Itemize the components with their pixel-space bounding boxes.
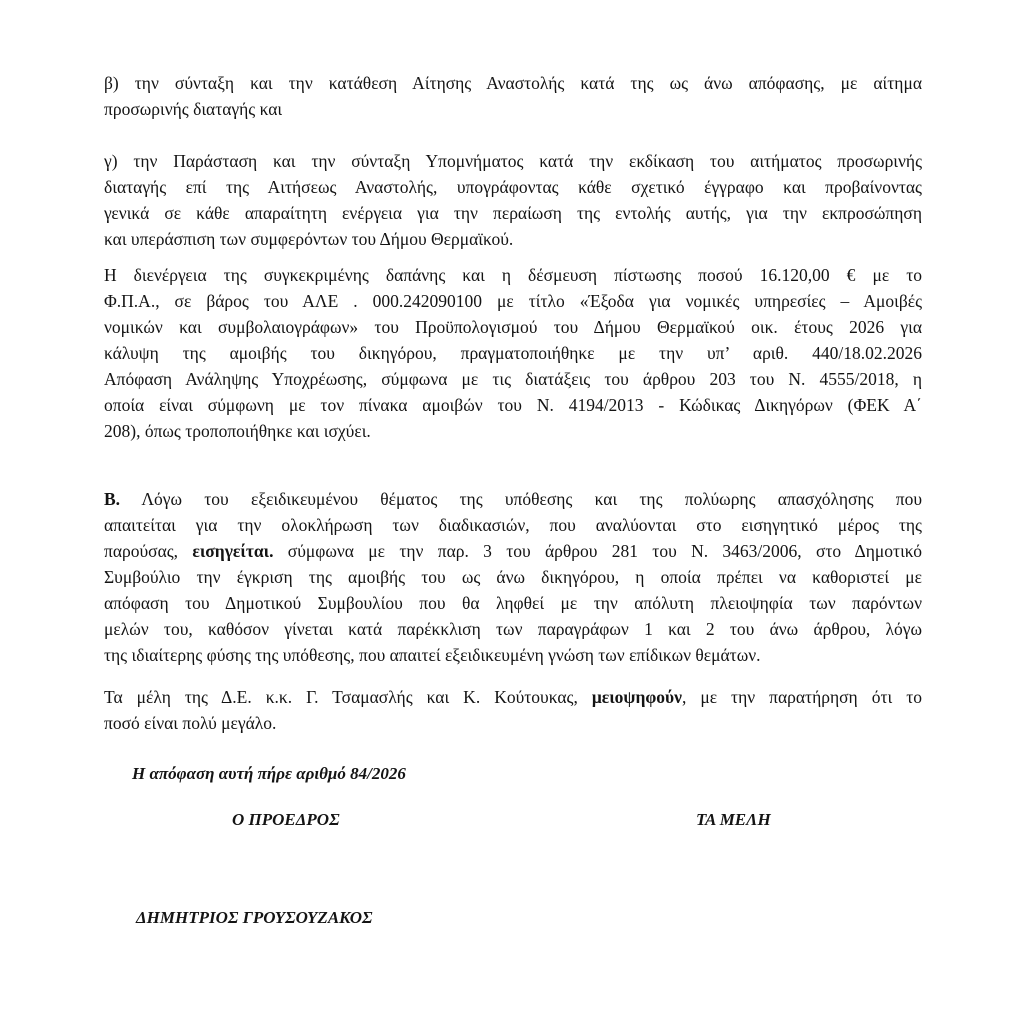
bold-term: εισηγείται. (192, 541, 274, 561)
text-line: ποσό είναι πολύ μεγάλο. (104, 713, 277, 733)
section-marker: Β. (104, 489, 121, 509)
text-line: γ) την Παράσταση και την σύνταξη Υπομνήματος κατά την εκδίκαση του αιτήματος προσωρινής (104, 151, 922, 171)
bold-term: μειοψηφούν (591, 687, 682, 707)
text-line (104, 538, 922, 564)
text-line: της ιδιαίτερης φύσης της υπόθεσης, που απαιτεί εξειδικευμένη γνώση των επίδικων θεμάτων. (104, 645, 761, 665)
text-line: απόφαση του Δημοτικού Συμβουλίου που θα ληφθεί με την απόλυτη πλειοψηφία των παρόντων (104, 593, 922, 613)
text-segment: , με την παρατήρηση ότι το (681, 687, 922, 707)
paragraph-b (104, 70, 922, 122)
text-line: προσωρινής διαταγής και (104, 99, 283, 119)
text-line: 208), όπως τροποποιήθηκε και ισχύει. (104, 421, 371, 441)
section-b (104, 486, 922, 668)
members-title: ΤΑ ΜΕΛΗ (696, 810, 771, 829)
paragraph-c (104, 148, 922, 252)
paragraph-expense (104, 262, 922, 444)
president-name: ΔΗΜΗΤΡΙΟΣ ΓΡΟΥΣΟΥΖΑΚΟΣ (136, 908, 373, 927)
text-segment: Τα μέλη της Δ.Ε. κ.κ. Γ. Τσαμασλής και Κ. Κούτουκας, (104, 687, 592, 707)
text-line: και υπεράσπιση των συμφερόντων του Δήμου Θερμαϊκού. (104, 229, 514, 249)
president-title: Ο ΠΡΟΕΔΡΟΣ (232, 810, 340, 829)
text-line: Απόφαση Ανάληψης Υποχρέωσης, σύμφωνα με τις διατάξεις του άρθρου 203 του Ν. 4555/2018, η (104, 369, 922, 389)
text-line: νομικών και συμβολαιογράφων» του Προϋπολογισμού του Δήμου Θερμαϊκού οικ. έτους 2026 για (104, 317, 922, 337)
text-line: γενικά σε κάθε απαραίτητη ενέργεια για την περαίωση της εντολής αυτής, για την εκπροσώπηση (104, 203, 922, 223)
text-line: κάλυψη της αμοιβής του δικηγόρου, πραγματοποιήθηκε με την υπ’ αριθ. 440/18.02.2026 (104, 343, 922, 363)
text-line: μελών του, καθόσον γίνεται κατά παρέκκλιση των παραγράφων 1 και 2 του άνω άρθρου, λόγω (104, 619, 922, 639)
decision-number: Η απόφαση αυτή πήρε αριθμό 84/2026 (132, 764, 406, 783)
text-line: β) την σύνταξη και την κατάθεση Αίτησης Αναστολής κατά της ως άνω απόφασης, με αίτημα (104, 73, 922, 93)
text-line: Συμβούλιο την έγκριση της αμοιβής του ως άνω δικηγόρου, η οποία πρέπει να καθοριστεί με (104, 567, 922, 587)
text-line (104, 684, 922, 710)
text-segment: σύμφωνα με την παρ. 3 του άρθρου 281 του Ν. 3463/2006, στο Δημοτικό (273, 541, 922, 561)
text-line: Η διενέργεια της συγκεκριμένης δαπάνης και η δέσμευση πίστωσης ποσού 16.120,00 € με το (104, 265, 922, 285)
text-segment: παρούσας, (104, 541, 193, 561)
text-line: διαταγής επί της Αιτήσεως Αναστολής, υπογράφοντας κάθε σχετικό έγγραφο και προβαίνοντας (104, 177, 922, 197)
text-line: Φ.Π.Α., σε βάρος του ΑΛΕ . 000.242090100 με τίτλο «Έξοδα για νομικές υπηρεσίες – Αμοιβές (104, 291, 922, 311)
text-line: απαιτείται για την ολοκλήρωση των διαδικασιών, που αναλύονται στο εισηγητικό μέρος της (104, 515, 922, 535)
minority-paragraph (104, 684, 922, 736)
text-line: οποία είναι σύμφωνη με τον πίνακα αμοιβών του Ν. 4194/2013 - Κώδικας Δικηγόρων (ΦΕΚ Α΄ (104, 395, 922, 415)
text-segment: Λόγω του εξειδικευμένου θέματος της υπόθεσης και της πολύωρης απασχόλησης που (120, 489, 922, 509)
text-line (104, 486, 922, 512)
